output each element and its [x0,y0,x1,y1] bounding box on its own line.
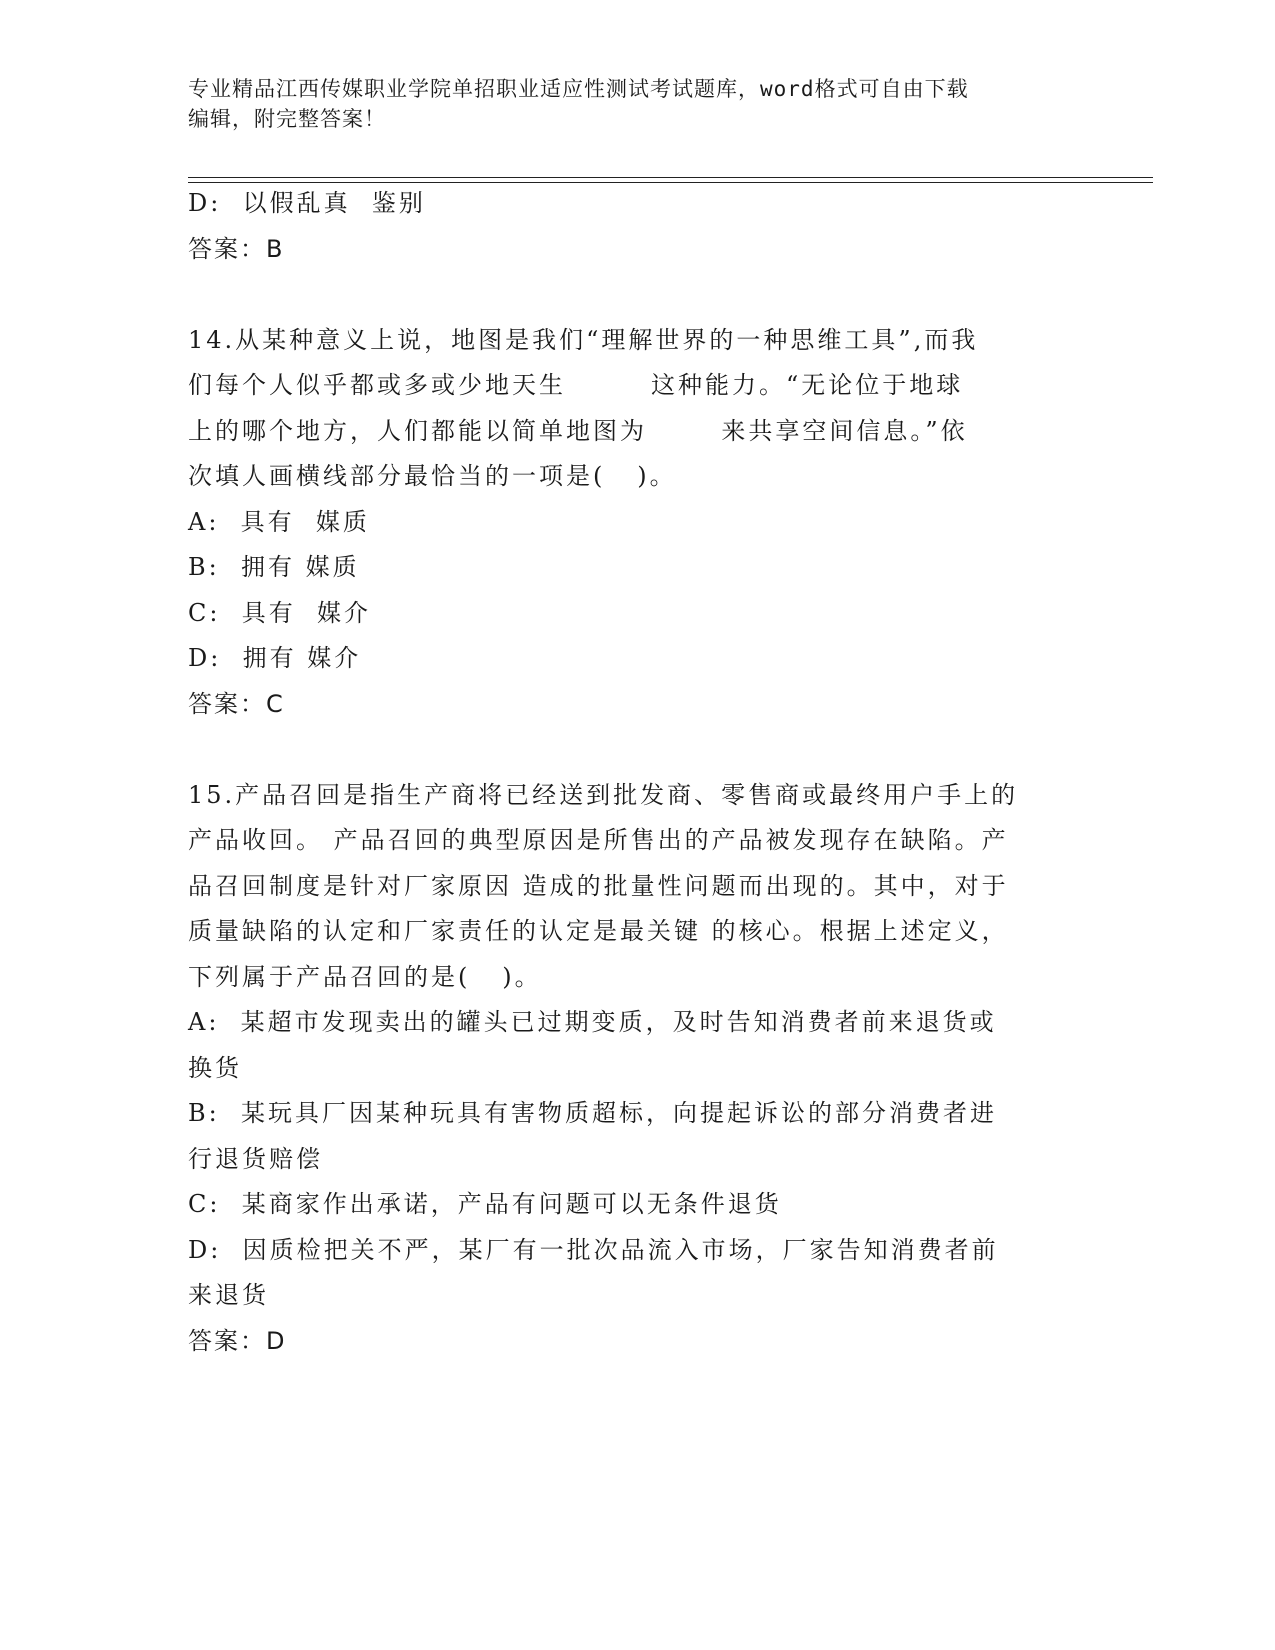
question-14 [188,318,1068,728]
answer-line: 答案：B [188,234,285,263]
question-text-line: 15.产品召回是指生产商将已经送到批发商、零售商或最终用户手上的 [188,780,1019,809]
question-13-tail [188,181,1068,272]
question-15 [188,773,1068,1365]
question-content [188,181,1068,1364]
option-d: D: 以假乱真 鉴别 [188,189,426,217]
option-b: B: 某玩具厂因某种玩具有害物质超标，向提起诉讼的部分消费者进 [188,1099,997,1127]
question-text-line: 下列属于产品召回的是( )。 [188,962,542,991]
spacer [188,727,1068,773]
option-d-continued: 来退货 [188,1281,269,1309]
option-b-continued: 行退货赔偿 [188,1144,323,1173]
option-d: D: 拥有 媒介 [188,644,362,672]
header-line-1: 专业精品江西传媒职业学院单招职业适应性测试考试题库，word格式可自由下载 [188,77,969,101]
question-text-line: 上的哪个地方，人们都能以简单地图为 来共享空间信息。”依 [188,416,968,445]
question-text-line: 产品收回。 产品召回的典型原因是所售出的产品被发现存在缺陷。产 [188,826,1009,854]
answer-line: 答案：D [188,1326,287,1355]
question-text-line: 品召回制度是针对厂家原因 造成的批量性问题而出现的。其中，对于 [188,871,1009,900]
answer-line: 答案：C [188,689,285,718]
option-d: D: 因质检把关不严，某厂有一批次品流入市场，厂家告知消费者前 [188,1235,999,1264]
option-c: C: 某商家作出承诺，产品有问题可以无条件退货 [188,1190,782,1218]
question-text-line: 们每个人似乎都或多或少地天生 这种能力。“无论位于地球 [188,371,964,399]
page-header [188,74,1068,134]
question-text-line: 14.从某种意义上说，地图是我们“理解世界的一种思维工具”,而我 [188,325,979,354]
header-line-2: 编辑，附完整答案！ [188,107,386,131]
question-text-line: 次填人画横线部分最恰当的一项是( )。 [188,462,677,490]
spacer [188,272,1068,318]
option-a: A: 某超市发现卖出的罐头已过期变质，及时告知消费者前来退货或 [188,1008,997,1036]
option-a-continued: 换货 [188,1053,242,1082]
question-text-line: 质量缺陷的认定和厂家责任的认定是最关键 的核心。根据上述定义， [188,917,1009,945]
option-a: A: 具有 媒质 [188,507,370,536]
header-divider-top [188,177,1153,178]
option-b: B: 拥有 媒质 [188,553,360,581]
option-c: C: 具有 媒介 [188,598,371,627]
